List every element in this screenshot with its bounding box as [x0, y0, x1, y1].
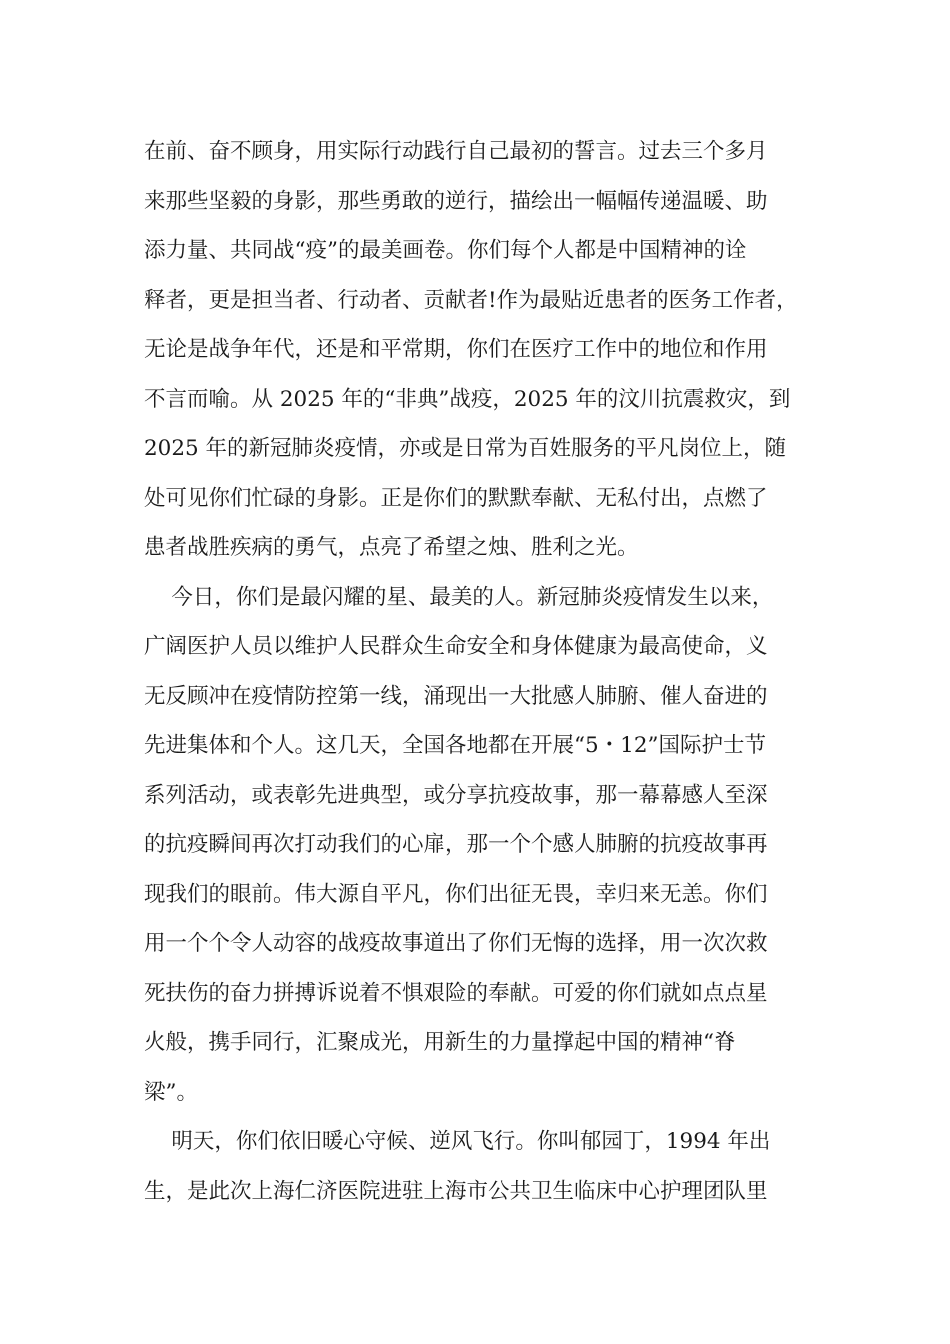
paragraph-start-line: 明天，你们依旧暖心守候、逆风飞行。你叫郁园丁，1994 年出 [144, 1129, 771, 1154]
text-line: 死扶伤的奋力拼搏诉说着不惧艰险的奉献。可爱的你们就如点点星 [144, 980, 768, 1006]
text-line: 2025 年的新冠肺炎疫情，亦或是日常为百姓服务的平凡岗位上，随 [144, 436, 787, 461]
text-line: 在前、奋不顾身，用实际行动践行自己最初的誓言。过去三个多月 [144, 139, 768, 164]
text-line: 的抗疫瞬间再次打动我们的心扉，那一个个感人肺腑的抗疫故事再 [144, 832, 768, 857]
text-line: 患者战胜疾病的勇气，点亮了希望之烛、胜利之光。 [144, 535, 639, 560]
paragraph-start-line: 今日，你们是最闪耀的星、最美的人。新冠肺炎疫情发生以来， [144, 584, 774, 610]
text-line: 无论是战争年代，还是和平常期，你们在医疗工作中的地位和作用 [144, 337, 768, 362]
text-line: 无反顾冲在疫情防控第一线，涌现出一大批感人肺腑、催人奋进的 [144, 683, 768, 709]
text-line: 系列活动，或表彰先进典型，或分享抗疫故事，那一幕幕感人至深 [144, 782, 768, 808]
text-line: 现我们的眼前。伟大源自平凡，你们出征无畏，幸归来无恙。你们 [144, 881, 768, 907]
body-text [144, 127, 824, 1216]
text-line: 先进集体和个人。这几天，全国各地都在开展“5・12”国际护士节 [144, 733, 767, 758]
text-line: 火般，携手同行，汇聚成光，用新生的力量撑起中国的精神“脊 [144, 1030, 736, 1055]
text-line: 梁”。 [144, 1079, 198, 1105]
text-line: 添力量、共同战“疫”的最美画卷。你们每个人都是中国精神的诠 [144, 238, 747, 263]
text-line: 用一个个令人动容的战疫故事道出了你们无悔的选择，用一次次救 [144, 931, 768, 956]
text-line: 来那些坚毅的身影，那些勇敢的逆行，描绘出一幅幅传递温暖、助 [144, 188, 768, 214]
text-line: 广阔医护人员以维护人民群众生命安全和身体健康为最高使命，义 [144, 634, 768, 659]
text-line: 不言而喻。从 2025 年的“非典”战疫，2025 年的汶川抗震救灾，到 [144, 386, 791, 412]
text-line: 处可见你们忙碌的身影。正是你们的默默奉献、无私付出，点燃了 [144, 485, 768, 511]
text-line: 释者，更是担当者、行动者、贡献者!作为最贴近患者的医务工作者， [144, 287, 798, 313]
text-line: 生，是此次上海仁济医院进驻上海市公共卫生临床中心护理团队里 [144, 1178, 768, 1204]
